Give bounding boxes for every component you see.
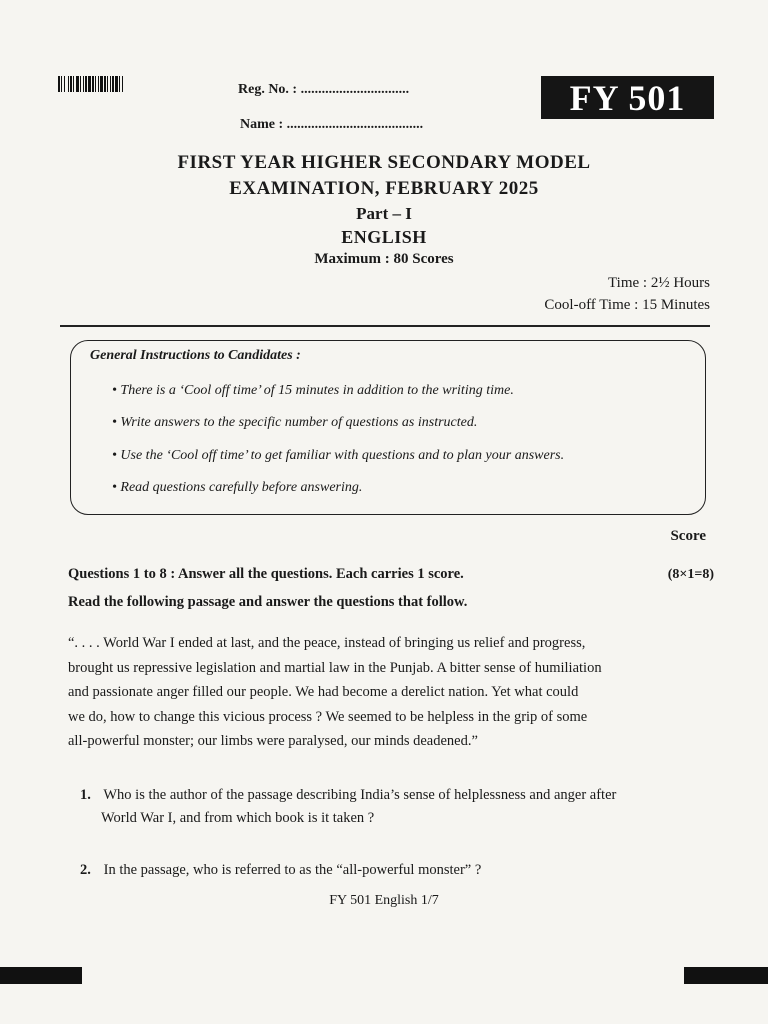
- corner-mark-right: [684, 967, 768, 984]
- page-footer: FY 501 English 1/7: [329, 893, 439, 908]
- question-number: 1.: [80, 787, 91, 803]
- passage-line: “. . . . World War I ended at last, and the peace, instead of bringing us relief and progress,: [68, 635, 586, 651]
- question-text: World War I, and from which book is it taken ?: [101, 810, 375, 826]
- passage-line: brought us repressive legislation and martial law in the Punjab. A bitter sense of humiliation: [68, 659, 602, 676]
- question-text: Who is the author of the passage describing India’s sense of helplessness and anger after: [103, 787, 617, 803]
- passage: [68, 631, 728, 754]
- section-instruction: Read the following passage and answer the questions that follow.: [68, 594, 468, 610]
- section-marks: (8×1=8): [667, 567, 714, 582]
- paper-code: FY 501: [541, 76, 714, 119]
- barcode: [58, 76, 164, 92]
- instruction-item: • Use the ‘Cool off time’ to get familiar with questions and to plan your answers.: [112, 448, 565, 463]
- exam-title-line2: EXAMINATION, FEBRUARY 2025: [229, 178, 539, 199]
- instruction-item: • There is a ‘Cool off time’ of 15 minutes in addition to the writing time.: [112, 383, 514, 398]
- exam-subject: ENGLISH: [341, 227, 427, 247]
- cool-off-time: Cool-off Time : 15 Minutes: [544, 297, 710, 313]
- divider: [60, 325, 710, 327]
- question-number: 2.: [80, 862, 91, 878]
- passage-line: and passionate anger filled our people. We had become a derelict nation. Yet what could: [68, 684, 579, 700]
- question-text: In the passage, who is referred to as the “all-powerful monster” ?: [103, 862, 482, 878]
- corner-mark-left: [0, 967, 82, 984]
- score-label: Score: [670, 528, 706, 544]
- exam-title-line1: FIRST YEAR HIGHER SECONDARY MODEL: [177, 152, 591, 173]
- question-2: [80, 859, 481, 882]
- instruction-item: • Write answers to the specific number of questions as instructed.: [112, 415, 478, 430]
- exam-part: Part – I: [356, 204, 412, 223]
- question-1: [80, 784, 616, 830]
- max-score: Maximum : 80 Scores: [314, 251, 454, 267]
- passage-line: all-powerful monster; our limbs were paralysed, our minds deadened.”: [68, 733, 478, 749]
- name-field: Name : .......................................: [240, 117, 424, 132]
- reg-number-field: Reg. No. : ...............................: [238, 82, 410, 97]
- instruction-item: • Read questions carefully before answering.: [112, 480, 363, 495]
- time-allowed: Time : 2½ Hours: [608, 275, 710, 291]
- instructions-title: General Instructions to Candidates :: [90, 348, 301, 363]
- passage-line: we do, how to change this vicious process ? We seemed to be helpless in the grip of some: [68, 708, 588, 725]
- section-heading: Questions 1 to 8 : Answer all the questions. Each carries 1 score.: [68, 566, 464, 582]
